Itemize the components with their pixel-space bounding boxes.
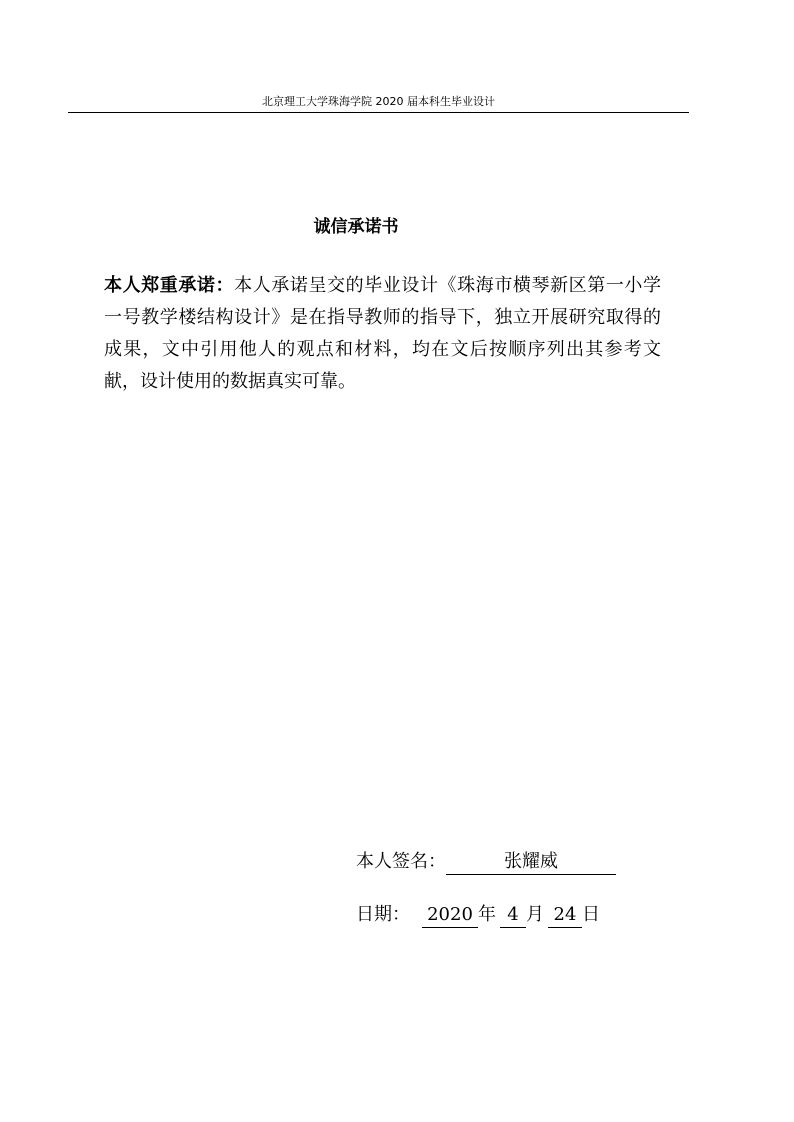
running-header-text: 北京理工大学珠海学院 2020 届本科生毕业设计 bbox=[262, 95, 495, 108]
date-month-unit: 月 bbox=[526, 904, 544, 925]
date-month: 4 bbox=[500, 902, 526, 928]
signature-label: 本人签名： bbox=[356, 851, 446, 872]
date-row bbox=[356, 901, 600, 929]
date-year-unit: 年 bbox=[478, 904, 496, 925]
signature-row bbox=[356, 848, 616, 876]
page-title: 诚信承诺书 bbox=[313, 217, 399, 237]
pledge-lead: 本人郑重承诺： bbox=[104, 275, 235, 296]
pledge-paragraph bbox=[104, 270, 661, 398]
signature-name: 张耀威 bbox=[446, 849, 616, 875]
date-label: 日期： bbox=[356, 904, 410, 925]
date-day-unit: 日 bbox=[582, 904, 600, 925]
date-day: 24 bbox=[548, 902, 582, 928]
running-header bbox=[68, 94, 689, 113]
pledge-body: 本人承诺呈交的毕业设计《珠海市横琴新区第一小学一号教学楼结构设计》是在指导教师的指导下，独立开展研究取得的成果，文中引用他人的观点和材料，均在文后按顺序列出其参考文献，设计使用的数据真实可靠。 bbox=[104, 275, 662, 392]
date-year: 2020 bbox=[422, 902, 478, 928]
